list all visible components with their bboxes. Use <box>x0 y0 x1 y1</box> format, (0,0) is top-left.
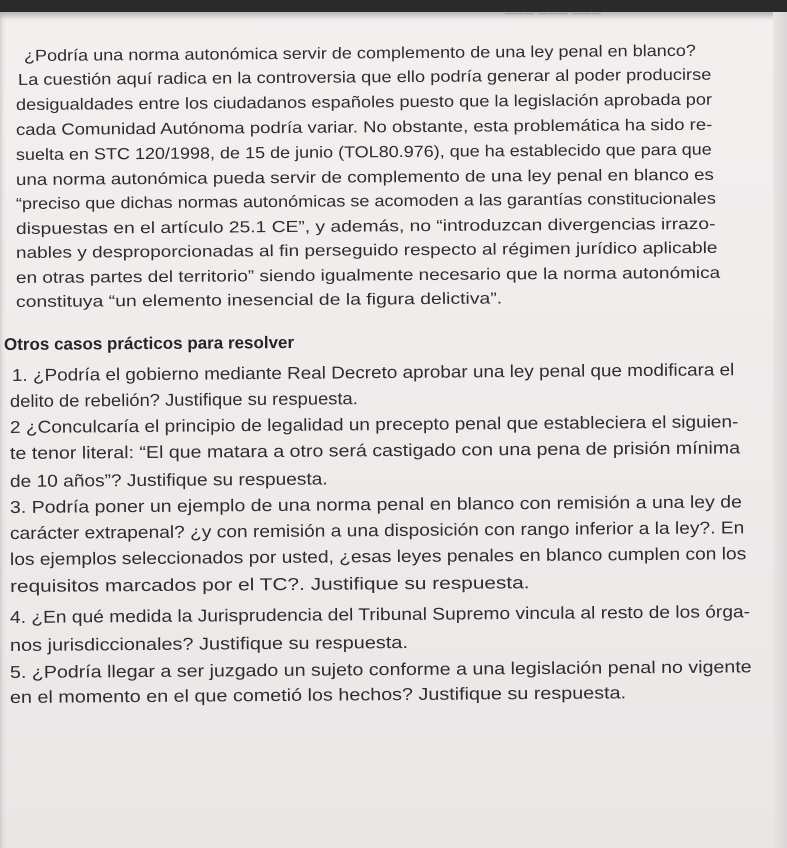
question-line: te tenor literal: “El que matara a otro será castigado con una pena de prisión mínima <box>9 437 741 463</box>
question-line: delito de rebelión? Justifique su respuesta. <box>9 388 358 411</box>
question-line: 5. ¿Podría llegar a ser juzgado un sujeto conforme a una legislación penal no vigente <box>9 656 752 682</box>
paragraph-line: en otras partes del territorio” siendo igualmente necesario que la norma autonómica <box>15 264 721 287</box>
question-line: carácter extrapenal? ¿y con remisión a una disposición con rango inferior a la ley?. En <box>9 517 745 543</box>
question-line: los ejemplos seleccionados por usted, ¿esas leyes penales en blanco cumplen con los <box>9 543 747 569</box>
paragraph-line: ¿Podría una norma autonómica servir de complemento de una ley penal en blanco? <box>23 42 696 65</box>
paragraph-line: una norma autonómica pueda servir de complemento de una ley penal en blanco es <box>15 166 714 189</box>
question-line: 3. Podría poner un ejemplo de una norma penal en blanco con remisión a una ley de <box>9 491 743 517</box>
question-line: 4. ¿En qué medida la Jurisprudencia del Tribunal Supremo vincula al resto de los órga- <box>9 601 751 627</box>
question-line: requisitos marcados por el TC?. Justifique su respuesta. <box>9 572 530 596</box>
paragraph-line: constituya “un elemento inesencial de la figura delictiva”. <box>15 290 503 311</box>
paragraph-line: La cuestión aquí radica en la controversia que ello podría generar al poder producirse <box>17 66 712 89</box>
question-line: nos jurisdiccionales? Justifique su respuesta. <box>9 631 409 655</box>
section-heading: Otros casos prácticos para resolver <box>3 332 295 355</box>
question-line: 1. ¿Podría el gobierno mediante Real Decreto aprobar una ley penal que modificara el <box>11 359 735 385</box>
page-edge <box>773 12 787 848</box>
paragraph-line: cada Comunidad Autónoma podría variar. No obstante, esta problemática ha sido re- <box>15 116 713 139</box>
paragraph-line: “preciso que dichas normas autonómicas se acomoden a las garantías constitucionales <box>15 190 716 213</box>
paragraph-line: desigualdades entre los ciudadanos españoles puesto que la legislación aprobada por <box>15 91 713 114</box>
question-line: 2 ¿Conculcaría el principio de legalidad un precepto penal que estableciera el siguien- <box>9 411 739 437</box>
paragraph-line: suelta en STC 120/1998, de 15 de junio (TOL80.976), que ha establecido que para que <box>15 141 712 164</box>
paragraph-line: nables y desproporcionadas al fin perseguido respecto al régimen jurídico aplicable <box>15 239 718 262</box>
question-line: en el momento en el que cometió los hechos? Justifique su respuesta. <box>9 682 627 707</box>
header-marks: ——— ——— ——— <box>505 8 603 18</box>
question-line: de 10 años”? Justifique su respuesta. <box>9 468 328 491</box>
paragraph-line: dispuestas en el artículo 25.1 CE”, y además, no “introduzcan divergencias irrazo- <box>15 215 716 238</box>
